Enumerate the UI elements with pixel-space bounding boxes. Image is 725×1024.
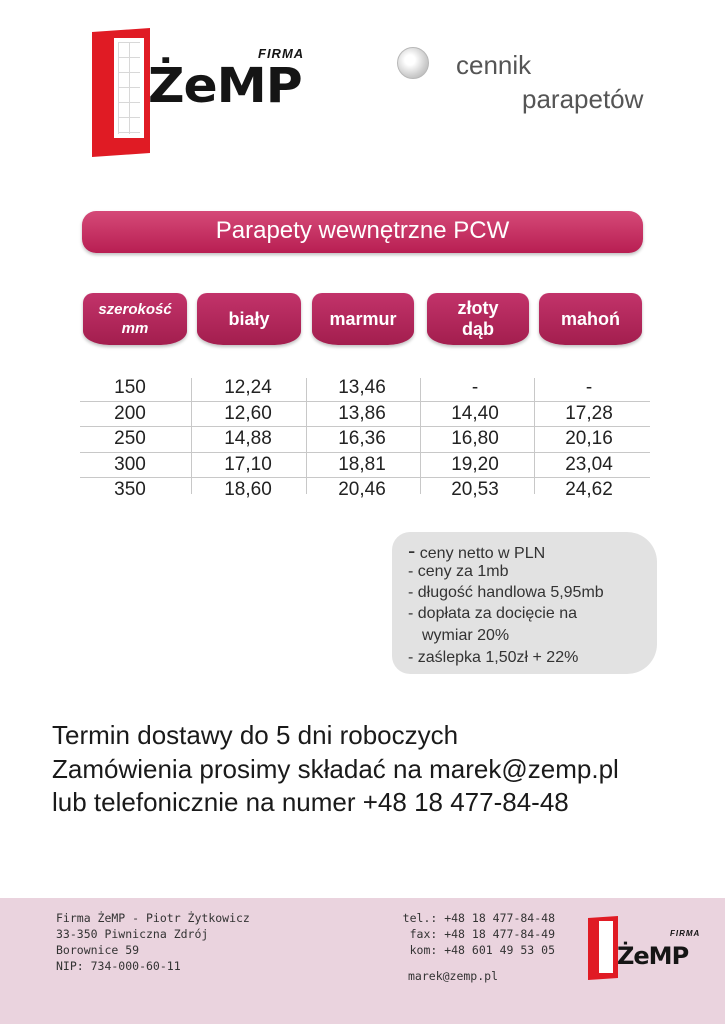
table-row: [80, 453, 650, 479]
column-header-golden-oak: [427, 293, 529, 345]
footer-kom: kom: +48 601 49 53 05: [409, 943, 555, 957]
logo-firma-label: FIRMA: [258, 46, 305, 61]
footer-logo-firma-label: FIRMA: [670, 929, 701, 938]
table-row: [80, 376, 650, 402]
column-header-width: [83, 293, 187, 345]
table-cell: 17,10: [224, 453, 272, 475]
price-table: [80, 376, 650, 503]
table-cell: 12,60: [224, 402, 272, 424]
table-cell: 20,53: [451, 479, 499, 500]
table-cell: 18,60: [224, 479, 272, 500]
table-row: [80, 427, 650, 453]
table-cell: -: [585, 377, 593, 398]
table-cell-width: 150: [114, 377, 146, 398]
note-item: - długość handlowa 5,95mb: [408, 584, 604, 601]
table-cell: 13,46: [338, 377, 386, 398]
column-header-marble: [312, 293, 414, 345]
table-cell-width: 350: [114, 479, 146, 500]
note-item: wymiar 20%: [422, 627, 510, 644]
column-header-mahogany-label: mahoń: [560, 308, 620, 329]
table-cell-width: 250: [114, 428, 146, 449]
column-header-golden-oak-line2: dąb: [461, 319, 494, 339]
table-cell: 23,04: [565, 453, 613, 475]
note-item: - zaślepka 1,50zł + 22%: [408, 649, 579, 666]
table-cell: 18,81: [338, 453, 386, 475]
table-cell: 14,88: [224, 428, 272, 449]
section-banner: Parapety wewnętrzne PCW: [82, 211, 643, 253]
column-header-golden-oak-line1: złoty: [457, 298, 499, 318]
table-cell: 16,80: [451, 428, 499, 449]
table-cell: 12,24: [224, 377, 272, 398]
footer-tel: tel.: +48 18 477-84-48: [402, 911, 555, 925]
column-header-mahogany: [539, 293, 642, 345]
table-cell: 13,86: [338, 402, 386, 424]
table-cell: -: [471, 377, 479, 398]
footer-logo-text: ŻeMP: [617, 942, 689, 970]
table-cell: 17,28: [565, 402, 613, 424]
note-text: ceny netto w PLN: [419, 545, 546, 562]
note-item: - dopłata za docięcie na: [408, 605, 577, 622]
table-cell-width: 300: [114, 453, 146, 475]
delivery-info: Termin dostawy do 5 dni roboczych: [52, 720, 459, 750]
table-cell: 16,36: [338, 428, 386, 449]
page-title-line2: parapetów: [522, 84, 644, 114]
column-header-white: [197, 293, 301, 345]
footer-fax: fax: +48 18 477-84-49: [409, 927, 555, 941]
page-title-line1: cennik: [456, 50, 532, 80]
logo-text: ŻeMP: [148, 58, 302, 114]
table-cell: 14,40: [451, 402, 499, 424]
order-email-info: Zamówienia prosimy składać na marek@zemp.pl: [52, 754, 619, 784]
footer-company: Firma ŻeMP - Piotr Żytkowicz: [56, 911, 250, 925]
table-cell: 20,16: [565, 428, 613, 449]
circle-bullet-icon: [397, 47, 429, 79]
order-phone-info: lub telefonicznie na numer +48 18 477-84-48: [52, 787, 569, 817]
table-cell: 20,46: [338, 479, 386, 500]
note-item: [408, 538, 545, 564]
table-cell: 24,62: [565, 479, 613, 500]
column-header-width-line2: mm: [121, 320, 149, 337]
column-header-width-line1: szerokość: [98, 301, 172, 318]
column-header-marble-label: marmur: [329, 308, 397, 329]
logo-window-grid: [118, 42, 140, 134]
footer-address2: Borownice 59: [56, 943, 140, 957]
footer-address1: 33-350 Piwniczna Zdrój: [56, 927, 209, 941]
table-row: [80, 402, 650, 428]
note-item: - ceny za 1mb: [408, 563, 509, 580]
footer-nip: NIP: 734-000-60-11: [56, 959, 181, 973]
footer-logo-window-graphic: [599, 921, 613, 973]
table-row: [80, 478, 650, 503]
note-dash: -: [408, 538, 416, 563]
footer-email[interactable]: marek@zemp.pl: [408, 969, 499, 983]
table-cell-width: 200: [114, 402, 146, 424]
column-header-white-label: biały: [228, 308, 270, 329]
table-cell: 19,20: [451, 453, 499, 475]
